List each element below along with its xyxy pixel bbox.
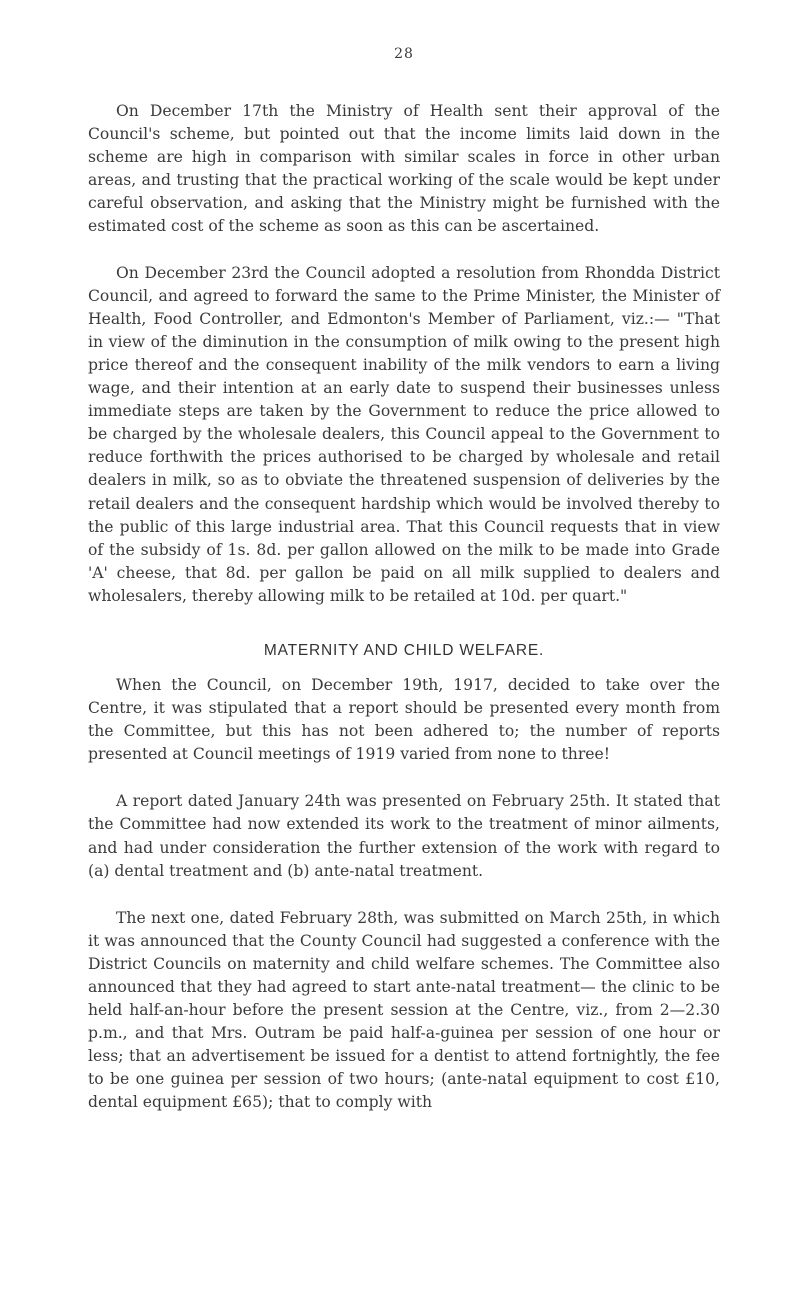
section-heading-maternity: MATERNITY AND CHILD WELFARE.	[263, 641, 545, 659]
paragraph-centre-reports: When the Council, on December 19th, 1917, decided to take over the Centre, it was stipulated that a report should be presented every month from the Committee, but this has not been adhered to; the number of reports presented at Council meetings of 1919 varied from none to three!	[88, 675, 720, 764]
paragraph-january-report: A report dated January 24th was presented on February 25th. It stated that the Committee had now extended its work to the treatment of minor ailments, and had under consideration the further extension of the work with regard to (a) dental treatment and (b) ante-natal treatment.	[88, 792, 720, 880]
paragraph-february-report: The next one, dated February 28th, was submitted on March 25th, in which it was announced that the County Council had suggested a conference with the District Councils on maternity and child welfare schemes. The Committee also announced that they had agreed to start ante-natal treatment— the clinic to be held half-an-hour before the present session at the Centre, viz., from 2—2.30 p.m., and that Mrs. Outram be paid half-a-guinea per session of one hour or less; that an advertisement be issued for a dentist to attend fortnightly, the fee to be one guinea per session of two hours; (ante-natal equipment to cost £10, dental equipment £65); that to comply with	[88, 908, 720, 1112]
page-number: 28	[394, 46, 414, 62]
paragraph-milk-resolution: On December 23rd the Council adopted a resolution from Rhondda District Council, and agreed to forward the same to the Prime Minister, the Minister of Health, Food Controller, and Edmonton's Member of Parliament, viz.:— "That in view of the diminution in the consumption of milk owing to the present high price thereof and the consequent inability of the milk vendors to earn a living wage, and their intention at an early date to suspend their businesses unless immediate steps are taken by the Government to reduce the price allowed to be charged by the wholesale dealers, this Council appeal to the Government to reduce forthwith the prices authorised to be charged by wholesale and retail dealers in milk, so as to obviate the threatened suspension of deliveries by the retail dealers and the consequent hardship which would be involved thereby to the public of this large industrial area. That this Council requests that in view of the subsidy of 1s. 8d. per gallon allowed on the milk to be made into Grade 'A' cheese, that 8d. per gallon be paid on all milk supplied to dealers and wholesalers, thereby allowing milk to be retailed at 10d. per quart."	[88, 263, 720, 605]
document-page	[88, 46, 720, 1115]
paragraph-ministry-approval: On December 17th the Ministry of Health sent their approval of the Council's scheme, but pointed out that the income limits laid down in the scheme are high in comparison with similar scales in force in other urban areas, and trusting that the practical working of the scale would be kept under careful observation, and asking that the Ministry might be furnished with the estimated cost of the scheme as soon as this can be ascertained.	[88, 102, 720, 236]
